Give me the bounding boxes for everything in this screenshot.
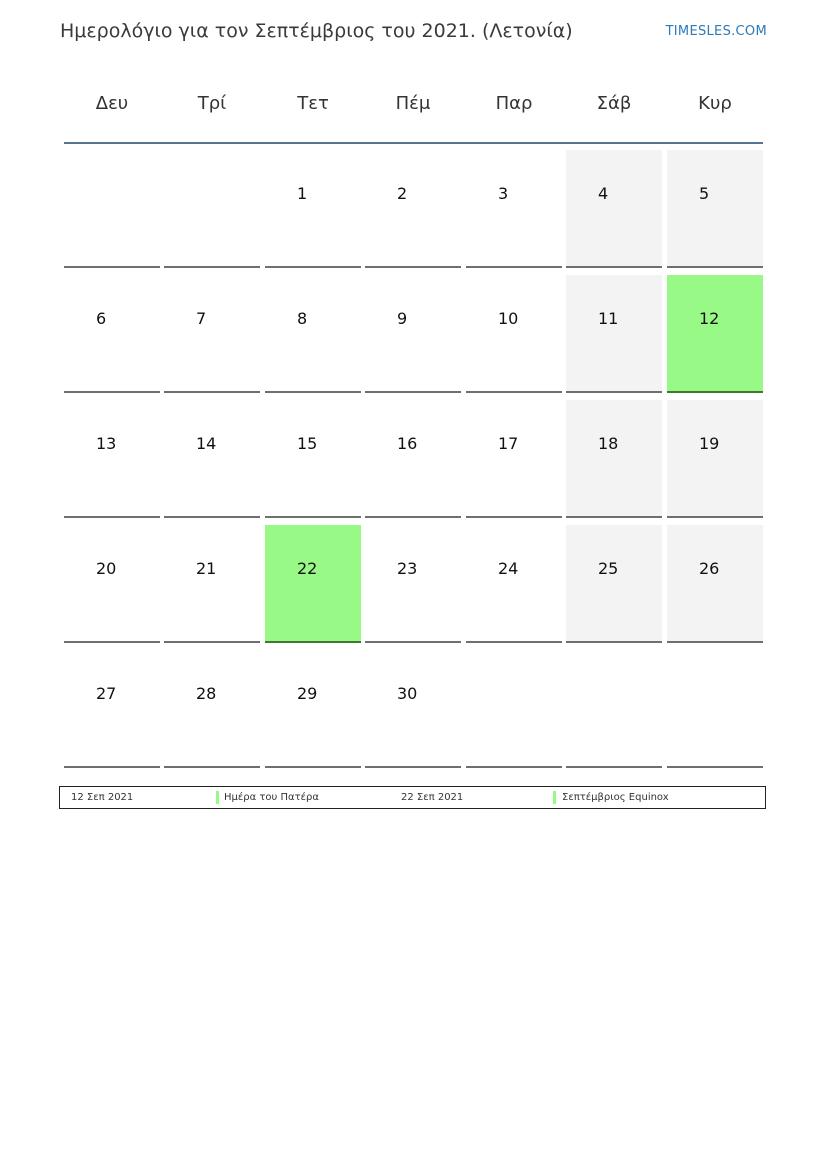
day-cell xyxy=(466,150,562,268)
day-number: 13 xyxy=(96,434,117,453)
day-number: 6 xyxy=(96,309,107,328)
day-number: 28 xyxy=(196,684,217,703)
weekday-sat: Σάβ xyxy=(596,93,632,114)
legend-date: 22 Σεπ 2021 xyxy=(401,792,464,803)
day-number: 2 xyxy=(397,184,408,203)
day-cell xyxy=(265,650,361,768)
day-cell xyxy=(365,150,461,268)
day-number: 9 xyxy=(397,309,408,328)
empty-day-cell xyxy=(566,650,662,768)
day-number: 1 xyxy=(297,184,308,203)
day-cell xyxy=(64,525,160,643)
day-number: 22 xyxy=(297,559,318,578)
day-cell xyxy=(466,525,562,643)
brand-link[interactable]: TIMESLES.COM xyxy=(665,24,767,39)
day-cell xyxy=(566,275,662,393)
day-cell xyxy=(64,650,160,768)
day-cell xyxy=(566,525,662,643)
day-cell xyxy=(64,275,160,393)
empty-day-cell xyxy=(64,150,160,268)
legend-color-marker xyxy=(216,791,219,804)
page-title: Ημερολόγιο για τον Σεπτέμβριος του 2021. (Λετονία) xyxy=(60,20,573,42)
day-number: 23 xyxy=(397,559,418,578)
day-cell xyxy=(164,650,260,768)
day-number: 19 xyxy=(699,434,720,453)
day-cell xyxy=(365,650,461,768)
weekday-tue: Τρί xyxy=(197,93,227,114)
day-number: 15 xyxy=(297,434,318,453)
day-cell xyxy=(466,275,562,393)
day-cell xyxy=(667,275,763,393)
legend-holiday-name: Σεπτέμβριος Equinox xyxy=(562,792,669,803)
day-number: 26 xyxy=(699,559,720,578)
legend-color-marker xyxy=(553,791,556,804)
day-number: 20 xyxy=(96,559,117,578)
day-number: 18 xyxy=(598,434,619,453)
day-number: 12 xyxy=(699,309,720,328)
day-cell xyxy=(265,400,361,518)
day-number: 17 xyxy=(498,434,519,453)
day-number: 7 xyxy=(196,309,207,328)
weekday-wed: Τετ xyxy=(297,93,329,114)
day-cell xyxy=(365,275,461,393)
day-cell xyxy=(164,275,260,393)
legend-date: 12 Σεπ 2021 xyxy=(71,792,134,803)
day-number: 30 xyxy=(397,684,418,703)
day-number: 16 xyxy=(397,434,418,453)
day-number: 24 xyxy=(498,559,519,578)
empty-day-cell xyxy=(164,150,260,268)
legend-holiday-name: Ημέρα του Πατέρα xyxy=(224,792,319,803)
day-number: 29 xyxy=(297,684,318,703)
day-cell xyxy=(164,525,260,643)
day-number: 10 xyxy=(498,309,519,328)
day-number: 11 xyxy=(598,309,619,328)
day-cell xyxy=(265,525,361,643)
day-number: 21 xyxy=(196,559,217,578)
day-cell xyxy=(64,400,160,518)
day-number: 25 xyxy=(598,559,619,578)
day-cell xyxy=(164,400,260,518)
weekday-sun: Κυρ xyxy=(698,93,732,114)
day-cell xyxy=(667,150,763,268)
day-number: 3 xyxy=(498,184,509,203)
day-cell xyxy=(365,525,461,643)
holiday-legend xyxy=(59,786,766,809)
day-cell xyxy=(566,150,662,268)
day-number: 27 xyxy=(96,684,117,703)
empty-day-cell xyxy=(667,650,763,768)
day-cell xyxy=(667,400,763,518)
weekday-fri: Παρ xyxy=(495,93,533,114)
day-number: 4 xyxy=(598,184,609,203)
day-cell xyxy=(667,525,763,643)
day-number: 8 xyxy=(297,309,308,328)
day-cell xyxy=(466,400,562,518)
day-cell xyxy=(265,275,361,393)
day-cell xyxy=(265,150,361,268)
day-cell xyxy=(566,400,662,518)
empty-day-cell xyxy=(466,650,562,768)
day-number: 14 xyxy=(196,434,217,453)
day-cell xyxy=(365,400,461,518)
weekday-thu: Πέμ xyxy=(395,93,431,114)
weekday-mon: Δευ xyxy=(95,93,129,114)
weekday-header xyxy=(64,76,763,144)
day-number: 5 xyxy=(699,184,710,203)
